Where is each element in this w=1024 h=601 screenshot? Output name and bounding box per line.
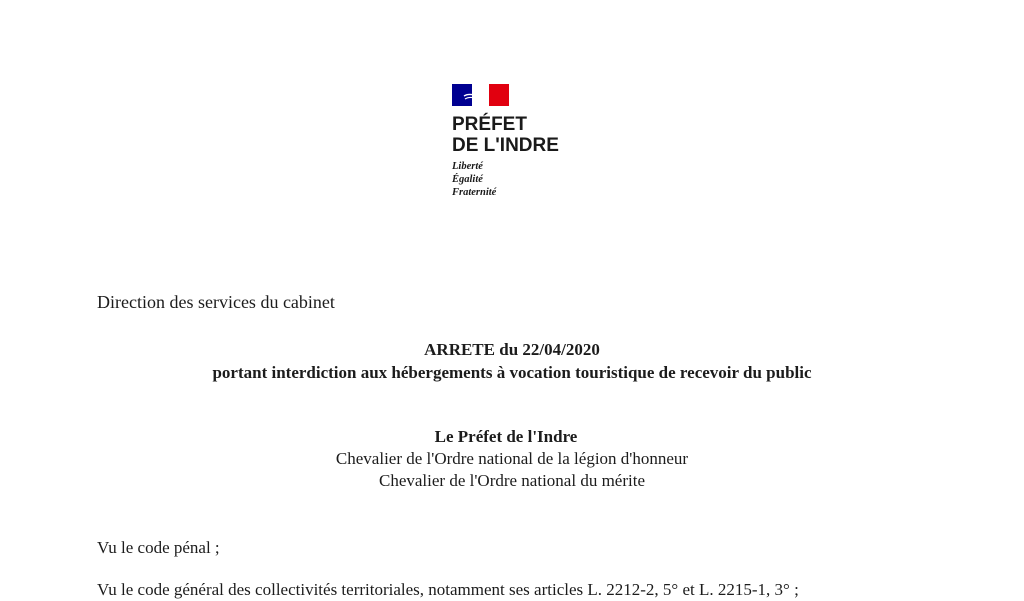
motto-egalite: Égalité (452, 174, 483, 185)
vu-line: Vu le code pénal ; (97, 538, 220, 557)
logo-title-line1: PRÉFET (452, 114, 527, 135)
prefet-title-merite: Chevalier de l'Ordre national du mérite (379, 471, 645, 490)
republic-motto (452, 160, 592, 199)
logo-title-line2: DE L'INDRE (452, 135, 559, 156)
issuing-direction: Direction des services du cabinet (97, 292, 335, 312)
marianne-logo (452, 84, 592, 199)
prefet-signatory (0, 426, 1024, 492)
vu-line: Vu le code général des collectivités territoriales, notamment ses articles L. 2212-2, 5° et L. 2215-1, 3° ; (97, 580, 799, 599)
logo-title (452, 114, 592, 156)
motto-fraternite: Fraternité (452, 187, 497, 198)
decree-title (0, 338, 1024, 384)
decree-title-date: ARRETE du 22/04/2020 (424, 340, 600, 359)
prefet-title-legion-honneur: Chevalier de l'Ordre national de la légion d'honneur (335, 449, 689, 468)
motto-liberte: Liberté (452, 161, 483, 172)
decree-title-subject: portant interdiction aux hébergements à vocation touristique de recevoir du public (212, 363, 812, 382)
prefet-name: Le Préfet de l'Indre (434, 427, 578, 446)
marianne-flag-icon (452, 84, 509, 106)
